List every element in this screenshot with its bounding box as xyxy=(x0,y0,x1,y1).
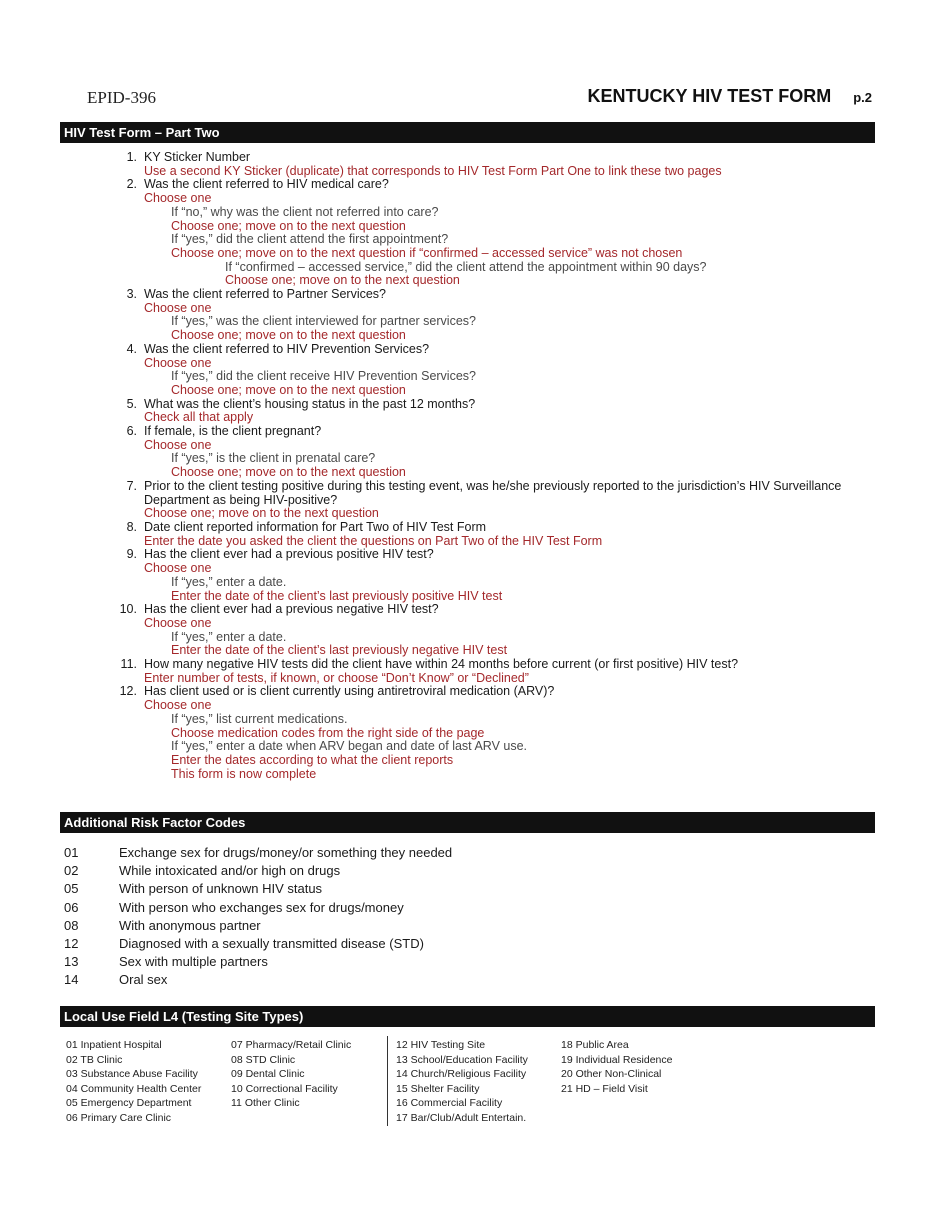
question-followup: If “yes,” was the client interviewed for partner services? xyxy=(171,314,476,329)
risk-code: 14 xyxy=(64,972,79,988)
question-number: 11. xyxy=(120,657,137,672)
site-type-column xyxy=(396,1038,528,1126)
question-instruction: Choose one xyxy=(144,615,212,630)
question-text: Date client reported information for Part Two of HIV Test Form xyxy=(144,519,487,534)
form-id: EPID-396 xyxy=(87,88,156,107)
section-header-part-two: HIV Test Form – Part Two xyxy=(60,122,875,143)
question-number: 4. xyxy=(126,341,137,356)
question-item xyxy=(115,178,875,288)
question-instruction: Choose one; move on to the next question xyxy=(171,328,406,343)
question-number: 9. xyxy=(126,547,137,562)
risk-code-label: Sex with multiple partners xyxy=(119,954,268,970)
risk-code-row xyxy=(64,935,452,953)
risk-code: 13 xyxy=(64,954,79,970)
site-type-item: 02 TB Clinic xyxy=(66,1053,123,1066)
column-divider xyxy=(387,1036,388,1126)
risk-code-label: While intoxicated and/or high on drugs xyxy=(119,863,341,879)
site-type-item: 16 Commercial Facility xyxy=(396,1097,503,1110)
question-text: Has the client ever had a previous positive HIV test? xyxy=(144,547,434,562)
section-header-site-types: Local Use Field L4 (Testing Site Types) xyxy=(60,1006,875,1027)
site-type-item: 15 Shelter Facility xyxy=(396,1082,480,1095)
risk-code-row xyxy=(64,917,452,935)
question-instruction: Choose one xyxy=(144,355,212,370)
question-followup: If “yes,” did the client receive HIV Prevention Services? xyxy=(171,369,476,384)
site-type-item: 07 Pharmacy/Retail Clinic xyxy=(231,1039,352,1051)
site-type-item: 03 Substance Abuse Facility xyxy=(66,1068,198,1081)
question-instruction: Choose medication codes from the right side of the page xyxy=(171,725,485,740)
question-item xyxy=(115,151,875,178)
risk-code: 08 xyxy=(64,917,79,933)
question-number: 10. xyxy=(119,602,137,617)
question-instruction: Enter the date of the client’s last previously positive HIV test xyxy=(171,588,503,603)
question-followup: If “yes,” list current medications. xyxy=(171,711,348,726)
question-instruction: Use a second KY Sticker (duplicate) that corresponds to HIV Test Form Part One to link these two pages xyxy=(144,163,722,178)
question-followup: If “yes,” enter a date. xyxy=(171,574,287,589)
question-number: 2. xyxy=(126,177,137,192)
question-followup: If “confirmed – accessed service,” did the client attend the appointment within 90 days? xyxy=(225,259,707,274)
risk-code-label: With person of unknown HIV status xyxy=(119,881,323,897)
question-number: 1. xyxy=(126,150,137,164)
site-type-column xyxy=(66,1038,201,1126)
site-type-item: 04 Community Health Center xyxy=(66,1082,202,1095)
question-text: Was the client referred to HIV medical care? xyxy=(144,177,389,192)
question-instruction: Choose one; move on to the next question if “confirmed – accessed service” was not chosen xyxy=(171,245,683,260)
question-text: KY Sticker Number xyxy=(144,150,251,164)
site-type-item: 10 Correctional Facility xyxy=(231,1082,338,1095)
site-type-item: 20 Other Non-Clinical xyxy=(561,1068,662,1081)
question-number: 7. xyxy=(126,478,137,493)
question-instruction: Choose one; move on to the next question xyxy=(144,506,379,521)
site-type-column xyxy=(231,1038,351,1111)
question-instruction: Enter the date you asked the client the questions on Part Two of the HIV Test Form xyxy=(144,533,603,548)
risk-code-list xyxy=(64,844,452,990)
section-header-risk-codes: Additional Risk Factor Codes xyxy=(60,812,875,833)
question-number: 8. xyxy=(126,519,137,534)
question-instruction: Choose one xyxy=(144,437,212,452)
question-item xyxy=(115,343,875,398)
question-item xyxy=(115,603,875,658)
question-instruction: Choose one; move on to the next question xyxy=(225,273,460,288)
question-followup: If “yes,” did the client attend the first appointment? xyxy=(171,232,449,247)
site-type-item: 08 STD Clinic xyxy=(231,1053,296,1066)
question-text: Has client used or is client currently using antiretroviral medication (ARV)? xyxy=(144,684,555,699)
question-item xyxy=(115,398,875,425)
question-list xyxy=(115,151,875,781)
question-item xyxy=(115,521,875,548)
risk-code: 01 xyxy=(64,845,79,860)
question-text: Prior to the client testing positive during this testing event, was he/she previously reported to the jurisdiction’s HIV Surveillance Department as being HIV-positive? xyxy=(144,478,842,507)
question-followup: If “no,” why was the client not referred into care? xyxy=(171,204,439,219)
question-instruction: Enter the date of the client’s last previously negative HIV test xyxy=(171,643,508,658)
question-item xyxy=(115,685,875,781)
question-item xyxy=(115,658,875,685)
question-text: Has the client ever had a previous negative HIV test? xyxy=(144,602,439,617)
site-type-item: 13 School/Education Facility xyxy=(396,1053,528,1066)
question-number: 5. xyxy=(126,396,137,411)
site-type-item: 01 Inpatient Hospital xyxy=(66,1039,162,1051)
form-title-text: KENTUCKY HIV TEST FORM xyxy=(587,86,832,106)
risk-code-row xyxy=(64,862,452,880)
question-instruction: Choose one; move on to the next question xyxy=(171,218,406,233)
risk-code-row xyxy=(64,899,452,917)
risk-code-row xyxy=(64,844,452,862)
risk-code-label: With person who exchanges sex for drugs/money xyxy=(119,899,404,915)
risk-code: 05 xyxy=(64,881,79,897)
site-type-column xyxy=(561,1038,673,1096)
question-instruction: Choose one xyxy=(144,698,212,713)
site-type-item: 21 HD – Field Visit xyxy=(561,1082,648,1095)
question-number: 3. xyxy=(126,287,137,302)
question-item xyxy=(115,425,875,480)
question-item xyxy=(115,480,875,521)
question-instruction: This form is now complete xyxy=(171,766,317,781)
risk-code-label: Diagnosed with a sexually transmitted disease (STD) xyxy=(119,936,424,952)
site-type-item: 11 Other Clinic xyxy=(231,1097,300,1110)
question-instruction: Enter number of tests, if known, or choose “Don’t Know” or “Declined” xyxy=(144,670,529,685)
question-number: 12. xyxy=(119,684,137,699)
risk-code-row xyxy=(64,953,452,971)
site-type-item: 17 Bar/Club/Adult Entertain. xyxy=(396,1111,527,1124)
risk-code-row xyxy=(64,971,452,989)
risk-code-label: With anonymous partner xyxy=(119,917,261,933)
site-type-item: 05 Emergency Department xyxy=(66,1097,192,1110)
question-text: What was the client’s housing status in the past 12 months? xyxy=(144,396,476,411)
question-instruction: Enter the dates according to what the client reports xyxy=(171,752,454,767)
site-type-item: 12 HIV Testing Site xyxy=(396,1039,486,1051)
risk-code-label: Oral sex xyxy=(119,972,168,988)
question-instruction: Choose one xyxy=(144,561,212,576)
question-text: If female, is the client pregnant? xyxy=(144,424,322,439)
question-instruction: Choose one xyxy=(144,300,212,315)
site-type-item: 14 Church/Religious Facility xyxy=(396,1068,527,1081)
form-title xyxy=(588,86,872,107)
question-instruction: Check all that apply xyxy=(144,410,254,425)
site-type-item: 09 Dental Clinic xyxy=(231,1068,305,1081)
question-item xyxy=(115,288,875,343)
question-followup: If “yes,” is the client in prenatal care? xyxy=(171,451,376,466)
question-instruction: Choose one; move on to the next question xyxy=(171,382,406,397)
question-text: Was the client referred to Partner Services? xyxy=(144,287,386,302)
page-number: p.2 xyxy=(853,90,872,105)
site-type-item: 19 Individual Residence xyxy=(561,1053,673,1066)
question-item xyxy=(115,548,875,603)
question-text: Was the client referred to HIV Prevention Services? xyxy=(144,341,430,356)
risk-code: 02 xyxy=(64,863,79,879)
question-instruction: Choose one; move on to the next question xyxy=(171,465,406,480)
site-type-item: 18 Public Area xyxy=(561,1039,629,1051)
risk-code: 06 xyxy=(64,899,79,915)
risk-code-row xyxy=(64,880,452,898)
site-type-item: 06 Primary Care Clinic xyxy=(66,1111,172,1124)
risk-code: 12 xyxy=(64,936,79,952)
question-followup: If “yes,” enter a date when ARV began and date of last ARV use. xyxy=(171,739,528,754)
question-text: How many negative HIV tests did the client have within 24 months before current (or first positive) HIV test? xyxy=(144,657,739,672)
question-number: 6. xyxy=(126,424,137,439)
question-instruction: Choose one xyxy=(144,191,212,206)
question-followup: If “yes,” enter a date. xyxy=(171,629,287,644)
risk-code-label: Exchange sex for drugs/money/or something they needed xyxy=(119,845,453,860)
